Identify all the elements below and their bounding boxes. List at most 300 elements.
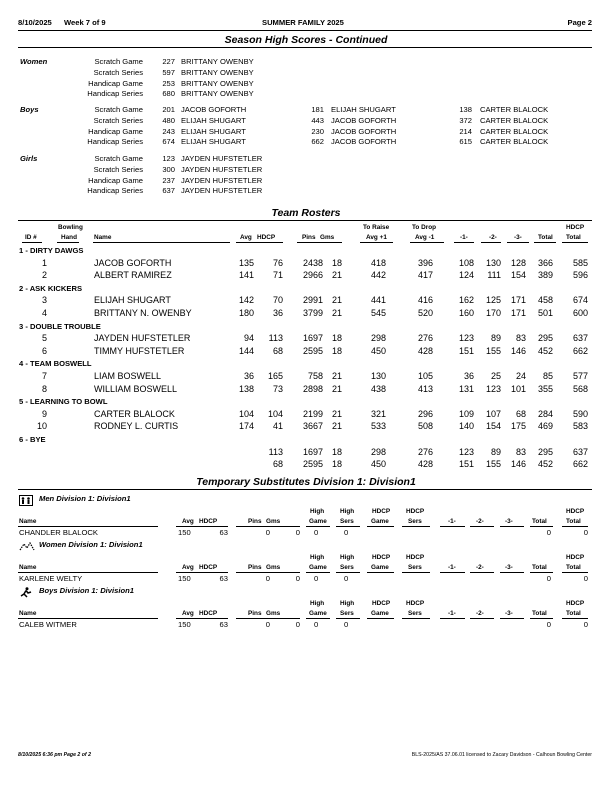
handicap-total: 600 (572, 308, 588, 318)
women-icon (19, 539, 35, 557)
sub-header-underline (176, 618, 228, 619)
team-label: 4 - TEAM BOSWELL (19, 359, 92, 369)
sub-header-underline (176, 572, 228, 573)
bowler-name: CARTER BLALOCK (480, 105, 549, 114)
bowler-name: JAYDEN HUFSTETLER (181, 186, 263, 196)
handicap: 41 (272, 421, 283, 432)
to-drop: 508 (417, 421, 433, 432)
player-name: CARTER BLALOCK (94, 408, 175, 419)
sub-total-header: Total (532, 518, 547, 525)
category-label: Handicap Series (87, 137, 143, 147)
game-2: 89 (490, 446, 501, 457)
games: 21 (331, 295, 342, 306)
week-label: Week 7 of 9 (64, 18, 106, 27)
team-label: 2 - ASK KICKERS (19, 283, 83, 293)
sub-header-underline (530, 618, 553, 619)
bowler-name: JAYDEN HUFSTETLER (181, 175, 263, 185)
bowler-name: ELIJAH SHUGART (181, 137, 246, 147)
to-raise: 130 (370, 371, 386, 381)
high-score-value: 597 (162, 67, 175, 77)
handicap: 104 (267, 408, 283, 419)
hand-header: Hand (61, 234, 77, 241)
game-3: 154 (510, 270, 526, 281)
sub-header-underline (440, 572, 465, 573)
sub-high-series: 0 (344, 528, 349, 537)
to-drop-header: To Drop (412, 224, 437, 231)
sub-hdcp-sers-header: Sers (408, 518, 422, 525)
player-id: 8 (41, 383, 47, 394)
sub-pins: 0 (265, 528, 270, 537)
games: 18 (331, 333, 342, 344)
hdcp-game-header-top: HDCP (372, 508, 391, 515)
to-raise: 450 (370, 345, 386, 356)
sub-hdcp-total-header: Total (566, 518, 581, 525)
player-id: 2 (41, 270, 47, 281)
sub-section-label: Women Division 1: Division1 (39, 540, 143, 549)
player-name: ALBERT RAMIREZ (94, 270, 172, 281)
sub-high-game-header: Game (309, 564, 327, 571)
pins: 2438 (302, 257, 323, 268)
sub-high-series: 0 (344, 574, 349, 583)
sub-header-underline (530, 572, 553, 573)
sub-game2-header: -2- (476, 518, 484, 525)
games: 18 (331, 446, 342, 457)
sub-pins: 0 (265, 574, 270, 583)
high-score-value: 637 (162, 186, 175, 196)
sub-hdcp-total-header: Total (566, 564, 581, 571)
to-raise: 533 (370, 421, 386, 432)
player-id: 1 (41, 257, 47, 268)
sub-high-game-header: Game (309, 518, 327, 525)
game-2: 125 (485, 295, 501, 306)
bowler-name: BRITTANY OWENBY (181, 78, 254, 88)
to-drop: 276 (417, 333, 433, 344)
sub-game1-header: -1- (448, 564, 456, 571)
sub-header-underline (530, 526, 553, 527)
pins-header: Pins (302, 234, 316, 241)
average: 142 (238, 295, 254, 306)
sub-hdcp-header: HDCP (199, 610, 218, 617)
sub-pins: 0 (265, 620, 270, 629)
average: 180 (238, 308, 254, 318)
game-2: 170 (485, 308, 501, 318)
bowler-name: JAYDEN HUFSTETLER (181, 154, 263, 163)
page-number: Page 2 (567, 18, 592, 27)
bowling-header: Bowling (58, 224, 83, 231)
high-game-header-top: High (310, 600, 325, 607)
high-score-value: 443 (311, 115, 324, 125)
sub-total-header: Total (532, 564, 547, 571)
to-drop: 428 (417, 345, 433, 356)
handicap: 73 (272, 383, 283, 394)
series-total: 458 (537, 295, 553, 306)
high-score-value: 680 (162, 89, 175, 99)
sub-game2-header: -2- (476, 610, 484, 617)
pins: 2199 (302, 408, 323, 419)
handicap: 113 (268, 446, 283, 457)
player-name: RODNEY L. CURTIS (94, 421, 179, 432)
high-score-value: 662 (311, 137, 324, 147)
to-raise: 545 (370, 308, 386, 318)
pins: 2595 (302, 345, 323, 356)
average: 135 (238, 257, 254, 268)
sub-header-underline (336, 526, 360, 527)
sub-game3-header: -3- (505, 518, 513, 525)
games: 21 (331, 421, 342, 432)
games: 21 (331, 383, 342, 394)
to-drop: 396 (417, 257, 433, 268)
game-1: 162 (458, 295, 474, 306)
hdcp-header: HDCP (257, 234, 276, 241)
average: 174 (238, 421, 254, 432)
pins: 758 (307, 371, 323, 381)
handicap-total: 568 (572, 383, 588, 394)
game-3: 128 (510, 257, 526, 268)
high-score-value: 181 (311, 105, 324, 114)
game-3: 175 (510, 421, 526, 432)
handicap-total: 674 (572, 295, 588, 306)
sub-header-underline (306, 526, 330, 527)
average: 141 (238, 270, 254, 281)
header-underline (562, 242, 588, 243)
hdcp-game-header-top: HDCP (372, 600, 391, 607)
category-label: Handicap Game (88, 175, 143, 185)
high-score-value: 214 (459, 126, 472, 136)
pins: 2966 (302, 270, 323, 281)
sub-header-underline (440, 526, 465, 527)
high-score-value: 123 (162, 154, 175, 163)
games: 21 (331, 408, 342, 419)
bowler-name: CARTER BLALOCK (480, 126, 549, 136)
player-id: 7 (41, 371, 47, 381)
player-id: 3 (41, 295, 47, 306)
sub-high-game: 0 (314, 528, 319, 537)
category-label: Scratch Game (94, 154, 143, 163)
handicap-total: 585 (572, 257, 588, 268)
handicap-total: 590 (572, 408, 588, 419)
men-icon (19, 493, 33, 511)
sub-header-underline (336, 572, 360, 573)
bowler-name: JAYDEN HUFSTETLER (181, 164, 263, 174)
category-label: Scratch Game (94, 105, 143, 114)
pins: 2991 (302, 295, 323, 306)
bowler-name: JACOB GOFORTH (181, 105, 247, 114)
category-label: Handicap Game (88, 126, 143, 136)
handicap: 71 (272, 270, 283, 281)
to-drop: 416 (417, 295, 433, 306)
handicap-total: 596 (572, 270, 588, 281)
id-header: ID # (25, 234, 37, 241)
games: 18 (331, 345, 342, 356)
high-game-header-top: High (310, 508, 325, 515)
rosters-divider (18, 220, 592, 221)
games: 18 (331, 459, 342, 470)
sub-handicap-total: 0 (583, 574, 588, 583)
header-underline (22, 242, 42, 243)
sub-header-underline (500, 572, 524, 573)
games: 21 (331, 371, 342, 381)
avg-plus-header: Avg +1 (366, 234, 387, 241)
season-high-divider (18, 47, 592, 48)
game1-header: -1- (460, 234, 468, 241)
player-id: 10 (36, 421, 47, 432)
sub-player-name: KARLENE WELTY (19, 574, 83, 583)
sub-name-header: Name (19, 610, 37, 617)
sub-high-series: 0 (344, 620, 349, 629)
series-total: 469 (537, 421, 553, 432)
high-score-value: 253 (162, 78, 175, 88)
bowler-name: BRITTANY OWENBY (181, 57, 254, 66)
high-score-value: 480 (162, 115, 175, 125)
handicap-total: 637 (572, 446, 588, 457)
sub-high-sers-header: Sers (340, 564, 354, 571)
sub-header-underline (500, 526, 524, 527)
hdcp-total-header-top: HDCP (566, 600, 585, 607)
sub-handicap: 63 (219, 574, 228, 583)
series-total-header: Total (538, 234, 553, 241)
sub-header-underline (562, 572, 588, 573)
sub-header-underline (336, 618, 360, 619)
sub-high-game: 0 (314, 620, 319, 629)
sub-section-label: Men Division 1: Division1 (39, 494, 131, 503)
to-drop: 105 (417, 371, 433, 381)
to-drop: 276 (417, 446, 433, 457)
sub-header-underline (402, 526, 430, 527)
group-label-girls: Girls (20, 154, 38, 163)
high-score-value: 201 (162, 105, 175, 114)
player-id: 4 (41, 308, 47, 318)
season-high-title: Season High Scores - Continued (224, 34, 388, 46)
average: 104 (238, 408, 254, 419)
to-raise: 418 (370, 257, 386, 268)
header-underline (534, 242, 556, 243)
sub-header-underline (367, 572, 394, 573)
handicap-total: 577 (572, 371, 588, 381)
bowler-name: CARTER BLALOCK (480, 137, 549, 147)
header-underline (481, 242, 501, 243)
sub-series-total: 0 (546, 620, 551, 629)
handicap: 68 (272, 345, 283, 356)
game-3: 171 (510, 308, 526, 318)
game-1: 108 (458, 257, 474, 268)
pins: 2595 (302, 459, 323, 470)
bowler-name: BRITTANY OWENBY (181, 67, 254, 77)
to-raise: 298 (370, 446, 386, 457)
bowler-name: CARTER BLALOCK (480, 115, 549, 125)
game-2: 155 (485, 345, 501, 356)
game-1: 36 (463, 371, 474, 381)
game-2: 25 (490, 371, 501, 381)
sub-high-game-header: Game (309, 610, 327, 617)
average: 138 (238, 383, 254, 394)
series-total: 389 (537, 270, 553, 281)
series-total: 452 (537, 345, 553, 356)
category-label: Scratch Game (94, 57, 143, 66)
pins: 1697 (302, 333, 323, 344)
game-2: 154 (485, 421, 501, 432)
hdcp-total-top-header: HDCP (566, 224, 585, 231)
high-sers-header-top: High (340, 600, 355, 607)
sub-header-underline (500, 618, 524, 619)
game-2: 111 (487, 270, 501, 281)
game-1: 160 (458, 308, 474, 318)
sub-gms-header: Gms (266, 564, 281, 571)
player-name: LIAM BOSWELL (94, 371, 162, 381)
boys-icon (19, 585, 33, 603)
sub-header-underline (306, 572, 330, 573)
sub-game3-header: -3- (505, 610, 513, 617)
game-3: 68 (515, 408, 526, 419)
game-2: 107 (485, 408, 501, 419)
sub-hdcp-game-header: Game (371, 518, 389, 525)
games: 21 (331, 270, 342, 281)
team-label: 6 - BYE (19, 435, 46, 444)
sub-handicap: 63 (219, 620, 228, 629)
sub-header-underline (470, 526, 494, 527)
sub-average: 150 (178, 620, 191, 629)
sub-header-underline (402, 618, 430, 619)
player-name: BRITTANY N. OWENBY (94, 308, 192, 318)
sub-hdcp-header: HDCP (199, 564, 218, 571)
sub-header-underline (562, 618, 588, 619)
sub-header-underline (367, 618, 394, 619)
series-total: 295 (537, 333, 553, 344)
sub-avg-header: Avg (182, 518, 194, 525)
sub-games: 0 (295, 620, 300, 629)
avg-minus-header: Avg -1 (415, 234, 435, 241)
sub-pins-header: Pins (248, 564, 262, 571)
sub-hdcp-game-header: Game (371, 610, 389, 617)
name-header: Name (94, 234, 112, 241)
game-2: 89 (490, 333, 501, 344)
rosters-title: Team Rosters (271, 207, 341, 219)
group-label-boys: Boys (20, 105, 39, 114)
sub-hdcp-game-header: Game (371, 564, 389, 571)
team-label: 5 - LEARNING TO BOWL (19, 397, 108, 407)
game-1: 151 (458, 345, 474, 356)
sub-gms-header: Gms (266, 610, 281, 617)
player-name: WILLIAM BOSWELL (94, 383, 178, 394)
to-drop: 417 (417, 270, 433, 281)
category-label: Scratch Series (93, 115, 143, 125)
game-1: 123 (458, 333, 474, 344)
bowler-name: ELIJAH SHUGART (331, 105, 396, 114)
high-game-header-top: High (310, 554, 325, 561)
to-raise: 442 (370, 270, 386, 281)
sub-name-header: Name (19, 564, 37, 571)
high-score-value: 138 (459, 105, 472, 114)
pins: 1697 (302, 446, 323, 457)
sub-header-underline (176, 526, 228, 527)
handicap: 68 (272, 459, 283, 470)
game-3: 171 (510, 295, 526, 306)
header-divider (18, 30, 592, 31)
category-label: Handicap Game (88, 78, 143, 88)
sub-player-name: CALEB WITMER (19, 620, 77, 629)
bowler-name: BRITTANY OWENBY (181, 89, 254, 99)
high-sers-header-top: High (340, 554, 355, 561)
to-raise: 450 (370, 459, 386, 470)
hdcp-total-header-top: HDCP (566, 554, 585, 561)
game-1: 131 (458, 383, 474, 394)
sub-total-header: Total (532, 610, 547, 617)
hdcp-game-header-top: HDCP (372, 554, 391, 561)
sub-header-underline (402, 572, 430, 573)
sub-handicap: 63 (219, 528, 228, 537)
game3-header: -3- (514, 234, 522, 241)
game-3: 83 (515, 446, 526, 457)
sub-high-sers-header: Sers (340, 518, 354, 525)
sub-series-total: 0 (546, 574, 551, 583)
header-underline (410, 242, 444, 243)
to-raise: 438 (370, 383, 386, 394)
series-total: 85 (542, 371, 553, 381)
sub-header-underline (236, 618, 300, 619)
category-label: Scratch Series (93, 67, 143, 77)
header-underline (93, 242, 230, 243)
sub-player-name: CHANDLER BLALOCK (19, 528, 98, 537)
game-3: 101 (510, 383, 526, 394)
sub-hdcp-sers-header: Sers (408, 564, 422, 571)
sub-header-underline (236, 572, 300, 573)
sub-game2-header: -2- (476, 564, 484, 571)
to-raise: 321 (370, 408, 386, 419)
games: 21 (331, 308, 342, 318)
handicap: 36 (272, 308, 283, 318)
gms-header: Gms (320, 234, 335, 241)
sub-header-underline (18, 618, 158, 619)
category-label: Handicap Series (87, 186, 143, 196)
sub-header-underline (440, 618, 465, 619)
sub-header-underline (18, 526, 158, 527)
sub-header-underline (470, 572, 494, 573)
game-3: 24 (515, 371, 526, 381)
header-underline (360, 242, 393, 243)
subs-title: Temporary Substitutes Division 1: Division1 (196, 476, 416, 488)
team-label: 3 - DOUBLE TROUBLE (19, 321, 101, 331)
player-id: 6 (41, 345, 47, 356)
sub-average: 150 (178, 528, 191, 537)
average: 36 (243, 371, 254, 381)
bowler-name: JACOB GOFORTH (331, 126, 397, 136)
team-label: 1 - DIRTY DAWGS (19, 246, 84, 255)
player-name: JACOB GOFORTH (94, 257, 172, 268)
game-1: 123 (458, 446, 474, 457)
sub-avg-header: Avg (182, 564, 194, 571)
series-total: 366 (537, 257, 553, 268)
sub-high-sers-header: Sers (340, 610, 354, 617)
sub-header-underline (470, 618, 494, 619)
player-id: 9 (41, 408, 47, 419)
to-drop: 428 (417, 459, 433, 470)
sub-gms-header: Gms (266, 518, 281, 525)
sub-series-total: 0 (546, 528, 551, 537)
series-total: 355 (537, 383, 553, 394)
series-total: 284 (537, 408, 553, 419)
handicap: 113 (268, 333, 283, 344)
hdcp-total-header: Total (566, 234, 581, 241)
category-label: Handicap Series (87, 89, 143, 99)
sub-game1-header: -1- (448, 610, 456, 617)
sub-pins-header: Pins (248, 518, 262, 525)
group-label-women: Women (20, 57, 48, 66)
pins: 2898 (302, 383, 323, 394)
sub-games: 0 (295, 574, 300, 583)
high-score-value: 372 (459, 115, 472, 125)
high-score-value: 615 (459, 137, 472, 147)
sub-handicap-total: 0 (583, 620, 588, 629)
game-3: 146 (510, 459, 526, 470)
